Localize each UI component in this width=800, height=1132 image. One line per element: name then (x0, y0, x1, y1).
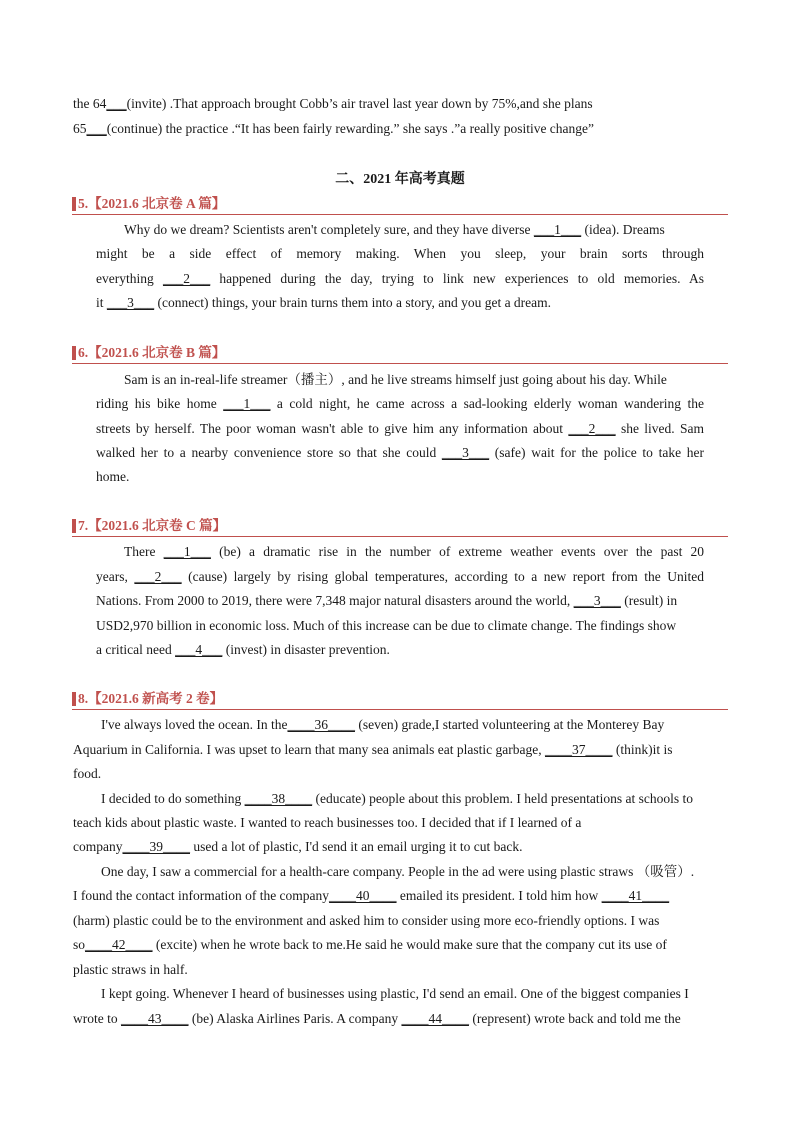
q8-line-13: wrote to ____43____ (be) Alaska Airlines Paris. A company ____44____ (represent) wrote back and told me the (73, 1011, 681, 1026)
q6-blank-1: ___1___ (223, 396, 271, 411)
q8-blank-42: ____42____ (85, 937, 153, 952)
header-bar (72, 197, 76, 211)
q7-blank-4: ___4___ (175, 642, 223, 657)
top-line-1: the 64___(invite) .That approach brought Cobb’s air travel last year down by 75%,and she plans (73, 96, 593, 111)
q8-line-8: I found the contact information of the company____40____ emailed its president. I told him how ____41____ (73, 888, 670, 903)
question-8-label: 8.【2021.6 新高考 2 卷】 (78, 691, 224, 706)
q8-blank-43: ____43____ (121, 1011, 189, 1026)
question-6-label: 6.【2021.6 北京卷 B 篇】 (78, 345, 226, 360)
q8-blank-40: ____40____ (329, 888, 397, 903)
q8-blank-37: ____37____ (544, 742, 613, 757)
q8-line-12: I kept going. Whenever I heard of businesses using plastic, I'd send an email. One of the biggest companies I (101, 986, 689, 1001)
question-5-header (72, 194, 728, 215)
top-line-2: 65___(continue) the practice .“It has been fairly rewarding.” she says .”a really positive change” (73, 121, 595, 136)
q8-line-2: Aquarium in California. I was upset to learn that many sea animals eat plastic garbage, ____37____ (think)it is (73, 742, 673, 757)
q5-blank-2: ___2___ (162, 271, 211, 286)
q7-line-4: USD2,970 billion in economic loss. Much of this increase can be due to climate change. The findings show (96, 618, 677, 633)
q7-blank-2: ___2___ (134, 569, 182, 584)
q6-blank-2: ___2___ (568, 421, 616, 436)
q7-line-2: years, ___2___ (cause) largely by rising global temperatures, according to a new report from the United (96, 569, 704, 584)
section-title: 二、2021 年高考真题 (335, 172, 465, 187)
header-bar (72, 346, 76, 360)
q8-line-7: One day, I saw a commercial for a health-care company. People in the ad were using plastic straws （吸管）. (101, 864, 695, 879)
q8-line-1: I've always loved the ocean. In the____36____ (seven) grade,I started volunteering at the Monterey Bay (101, 717, 665, 732)
q8-line-11: plastic straws in half. (73, 962, 188, 977)
q6-line-2: riding his bike home ___1___ a cold night, he came across a sad-looking elderly woman wandering the (96, 396, 704, 411)
question-8-header (72, 689, 728, 710)
q6-line-3: streets by herself. The poor woman wasn't able to give him any information about ___2___ she lived. Sam (96, 421, 704, 436)
q8-line-9: (harm) plastic could be to the environment and asked him to consider using more eco-friendly options. I was (73, 913, 660, 928)
question-6-header (72, 343, 728, 364)
q5-line-2: might be a side effect of memory making. When you sleep, your brain sorts through (96, 246, 704, 261)
q7-line-5: a critical need ___4___ (invest) in disaster prevention. (96, 642, 390, 657)
q8-line-4: I decided to do something ____38____ (educate) people about this problem. I held presentations at schools to (101, 791, 694, 806)
q6-line-1: Sam is an in-real-life streamer（播主）, and he live streams himself just going about his day. While (124, 372, 667, 387)
q5-blank-1: ___1___ (533, 222, 582, 237)
q7-blank-1: ___1___ (163, 544, 211, 559)
question-7-label: 7.【2021.6 北京卷 C 篇】 (78, 518, 227, 533)
q8-line-5: teach kids about plastic waste. I wanted to reach businesses too. I decided that if I learned of a (73, 815, 582, 830)
q8-blank-39: ____39____ (122, 839, 190, 854)
q8-line-3: food. (73, 766, 102, 781)
q5-line-3: everything ___2___ happened during the day, trying to link new experiences to old memories. As (96, 271, 704, 286)
q7-line-1: There ___1___ (be) a dramatic rise in the number of extreme weather events over the past 20 (124, 544, 705, 559)
q5-line-1: Why do we dream? Scientists aren't completely sure, and they have diverse ___1___ (idea). Dreams (124, 222, 665, 237)
blank-65: ___ (86, 121, 107, 136)
q5-line-4: it ___3___ (connect) things, your brain turns them into a story, and you get a dream. (96, 295, 552, 310)
q8-blank-38: ____38____ (244, 791, 313, 806)
q6-line-4: walked her to a nearby convenience store so that she could ___3___ (safe) wait for the police to take her (96, 445, 704, 460)
q7-line-3: Nations. From 2000 to 2019, there were 7,348 major natural disasters around the world, ___3___ (result) in (96, 593, 678, 608)
header-bar (72, 692, 76, 706)
q8-blank-41: ____41____ (601, 888, 670, 903)
q8-line-10: so____42____ (excite) when he wrote back to me.He said he would make sure that the company cut its use of (73, 937, 667, 952)
header-bar (72, 519, 76, 533)
question-5-label: 5.【2021.6 北京卷 A 篇】 (78, 196, 226, 211)
q7-blank-3: ___3___ (573, 593, 621, 608)
blank-64: ___ (106, 96, 127, 111)
q6-blank-3: ___3___ (441, 445, 490, 460)
q8-blank-44: ____44____ (401, 1011, 469, 1026)
q8-blank-36: ____36____ (287, 717, 355, 732)
q6-line-5: home. (96, 469, 130, 484)
q5-blank-3: ___3___ (106, 295, 155, 310)
q8-line-6: company____39____ used a lot of plastic, I'd send it an email urging it to cut back. (73, 839, 523, 854)
question-7-header (72, 516, 728, 537)
